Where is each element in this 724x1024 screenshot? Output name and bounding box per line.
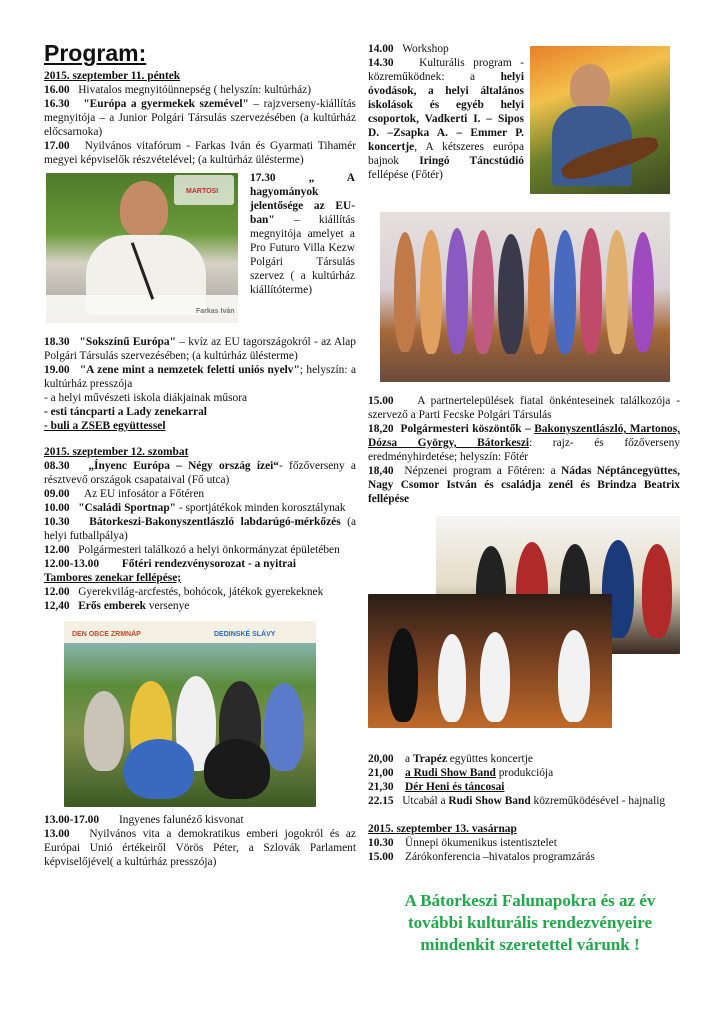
event-1840: 18,40 Népzenei program a Főtéren: a Nádas Néptáncegyüttes, Nagy Csomor István és családja zenél és Brindza Beatrix fellépése — [368, 465, 681, 505]
speaker-head — [120, 181, 168, 237]
dancer-6 — [528, 228, 550, 354]
dancer-2 — [420, 230, 442, 354]
event-1000: 10.00 "Családi Sportnap" - sportjátékok minden korosztálynak — [44, 502, 346, 514]
strongmen-banner-text-1: DEN OBCE ZRMNÁP — [72, 631, 141, 638]
dancer-9 — [606, 230, 628, 354]
guitarist-photo — [530, 46, 670, 194]
event-1030: 10.30 Bátorkeszi-Bakonyszentlászló labdarúgó-mérkőzés (a helyi futballpálya) — [44, 516, 356, 542]
event-1200-1300: 12.00-13.00 Főtéri rendezvénysorozat - a nyitrai — [44, 558, 297, 570]
speaker-photo — [46, 173, 238, 323]
person-7 — [204, 739, 270, 799]
day3-date: 2015. szeptember 13. vasárnap — [368, 823, 517, 835]
day1-date: 2015. szeptember 11. péntek — [44, 70, 181, 82]
event-1240: 12,40 Erős emberek versenye — [44, 600, 190, 612]
dancers-photo — [380, 212, 670, 382]
dancer-8 — [580, 228, 602, 354]
right-top-block — [368, 42, 680, 194]
event-1430: 14.30 Kulturális program - közreműködnek: a helyi óvodások, a helyi általános iskolások és egyéb helyi csoportok, Vadkerti I. – Sipos D. –Zsapka A. – Emmer P. koncertje, A kétszeres európa bajnok Iringó Táncstúdió fellépése (Főtér) — [368, 57, 524, 181]
event-1300-1700: 13.00-17.00 Ingyenes falunéző kisvonat — [44, 814, 244, 826]
event-2130: 21,30 Dér Heni és táncosai — [368, 781, 505, 793]
event-1400: 14.00 Workshop — [368, 43, 449, 55]
event-0830: 08.30 „Ínyenc Európa – Négy ország ízei“- főzőverseny a résztvevő országok csapataival (Fő utca) — [44, 460, 356, 486]
page-title: Program: — [44, 40, 147, 66]
dancer-10 — [632, 232, 654, 352]
guitarist-head — [570, 64, 610, 110]
day1-extra-lady: - esti táncparti a Lady zenekarral — [44, 406, 207, 418]
strongmen-banner-text-2: DEDINSKÉ SLÁVY — [214, 631, 276, 638]
speaker-banner-text: MARTOSI — [186, 188, 219, 195]
event-0900: 09.00 Az EU infosátor a Főtéren — [44, 488, 205, 500]
day1-extra-zseb: - buli a ZSEB együttessel — [44, 420, 166, 432]
person-6 — [124, 739, 194, 799]
folk-band-photo — [368, 594, 612, 728]
event-2000: 20,00 a Trapéz együttes koncertje — [368, 753, 533, 765]
event-1700: 17.00 Nyilvános vitafórum - Farkas Iván és Gyarmati Tihamér megyei képviselők részvételével; (a kultúrház ülésterme) — [44, 140, 356, 166]
speaker-block — [44, 173, 356, 335]
dancer-3 — [446, 228, 468, 354]
folk-photos — [368, 512, 680, 730]
musician-4 — [558, 630, 590, 722]
event-1730: 17.30 „ A hagyományok jelentősége az EU-ban" – kiállítás megnyitója amelyet a Pro Futuro Villa Kezw Polgári Társulás szervez ( a kultúrház kiállítóterme) — [250, 172, 355, 296]
speaker-nameplate: Farkas Iván — [196, 308, 235, 315]
closing-message: A Bátorkeszi Falunapokra és az év további kulturális rendezvényeire mindenkit szeretettel várunk ! — [404, 891, 656, 954]
event-2215: 22.15 Utcabál a Rudi Show Band közreműködésével - hajnalig — [368, 795, 666, 807]
event-1900: 19.00 "A zene mint a nemzetek feletti uniós nyelv"; helyszín: a kultúrház presszója — [44, 364, 357, 390]
person-1 — [84, 691, 124, 771]
dancer-5 — [498, 234, 524, 354]
musician-3 — [480, 632, 510, 722]
event-1820: 18,20 Polgármesteri köszöntők – Bakonyszentlászló, Martonos, Dózsa György, Bátorkeszi: rajz- és főzőverseny eredményhirdetése; helyszín: Főtér — [368, 423, 681, 463]
event-1600: 16.00 Hivatalos megnyitóünnepség ( helyszín: kultúrház) — [44, 84, 312, 96]
event-1200: 12.00 Polgármesteri találkozó a helyi önkormányzat épületében — [44, 544, 340, 556]
event-1030-sunday: 10.30 Ünnepi ökumenikus istentisztelet — [368, 837, 557, 849]
event-2100: 21,00 a Rudi Show Band produkciója — [368, 767, 554, 779]
musician-2 — [438, 634, 466, 722]
person-5 — [264, 683, 304, 771]
left-column — [44, 40, 356, 869]
event-1200-kids: 12.00 Gyerekvilág-arcfestés, bohócok, játékok gyerekeknek — [44, 586, 324, 598]
event-1300-debate: 13.00 Nyilvános vita a demokratikus emberi jogokról és az Európai Unió értékeiről Vörös Péter, a Szlovák Parlament képviselőjével( a kultúrház presszója) — [44, 828, 356, 868]
dancer-4 — [472, 230, 494, 354]
right-column — [368, 42, 680, 864]
event-1500: 15.00 A partnertelepülések fiatal önkénteseinek találkozója - szervező a Parti Fecske Polgári Társulás — [368, 395, 681, 421]
folk-dancer-5 — [642, 544, 672, 638]
day2-date: 2015. szeptember 12. szombat — [44, 446, 189, 458]
strongmen-photo — [64, 621, 316, 807]
day1-extra-school: - a helyi művészeti iskola diákjainak műsora — [44, 392, 248, 404]
event-1630: 16.30 "Európa a gyermekek szemével" – rajzverseny-kiállítás megnyitója – a Junior Polgári Társulás szervezésében (a kultúrház előcsarnoka) — [44, 98, 356, 138]
event-1830: 18.30 "Sokszínű Európa" – kvíz az EU tagországokról - az Alap Polgári Társulás szervezésében; (a kultúrház ülésterme) — [44, 336, 356, 362]
event-1500-sunday: 15.00 Zárókonferencia –hivatalos programzárás — [368, 851, 595, 863]
musician-1 — [388, 628, 418, 722]
dancer-7 — [554, 230, 576, 354]
event-tambores: Tambores zenekar fellépése; — [44, 572, 182, 584]
dancer-1 — [394, 232, 416, 352]
